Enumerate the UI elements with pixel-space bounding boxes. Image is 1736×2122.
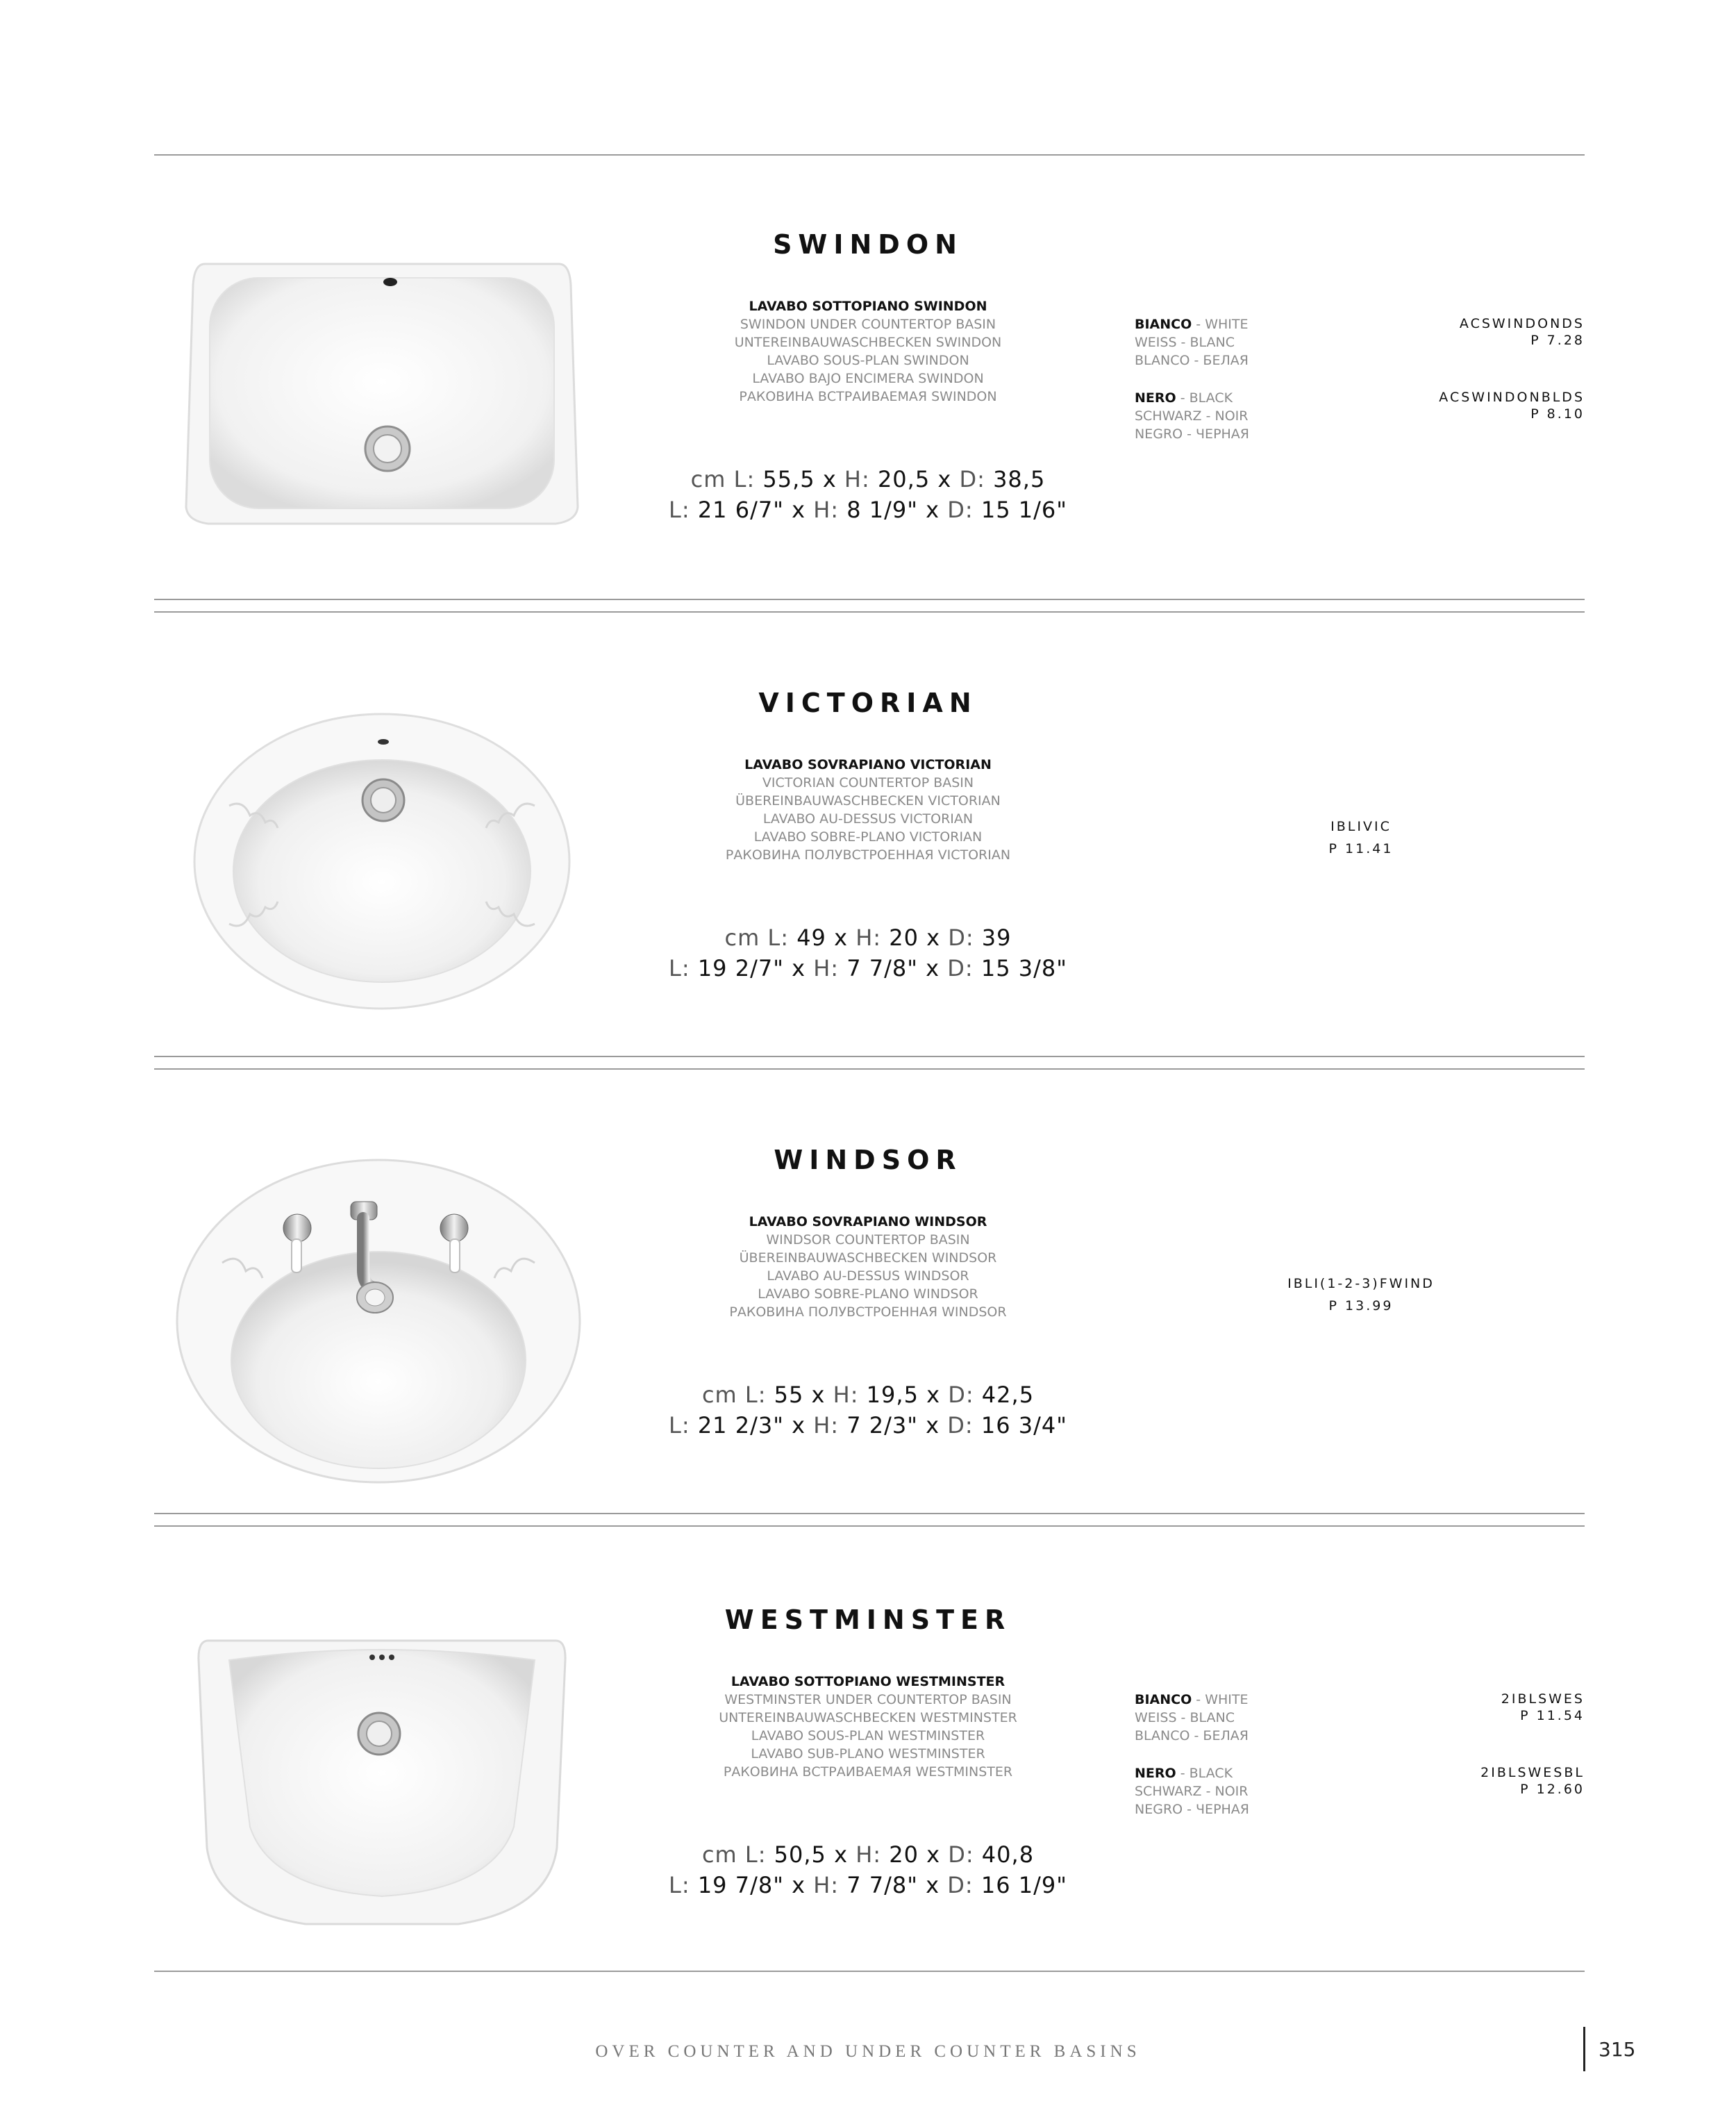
dim-value: 42,5 [981,1382,1035,1408]
dim-value: 40,8 [981,1841,1035,1868]
dim-value: 55,5 [762,466,815,492]
dim-sep: x [792,1872,806,1898]
product-swindon [0,229,1736,646]
product-price: P 11.41 [1328,841,1394,856]
color-name-de-fr: WEISS - BLANC [1135,335,1235,350]
color-name-es-ru: BLANCO - БЕЛАЯ [1135,353,1249,368]
dimensions-cm [625,922,1111,953]
product-code: ACSWINDONDS [1459,316,1585,331]
color-name-en: - BLACK [1176,1766,1233,1781]
dimensions [625,1839,1111,1900]
dimensions-cm [625,464,1111,495]
price-white [1335,1691,1585,1724]
dim-value: 19 2/7" [697,955,784,981]
dim-value: 20,5 [877,466,930,492]
description-line: РАКОВИНА ПОЛУВСТРОЕННАЯ VICTORIAN [725,847,1011,863]
dim-value: 49 [796,925,826,951]
dim-label: L: [744,1382,767,1408]
footer-section-title: OVER COUNTER AND UNDER COUNTER BASINS [595,2042,1141,2061]
dim-label: L: [669,955,690,981]
description-line: UNTEREINBAUWASCHBECKEN WESTMINSTER [719,1710,1017,1725]
dim-sep: x [792,497,806,523]
dim-label: D: [947,497,974,523]
dim-label: D: [947,1412,974,1439]
dimensions [625,922,1111,984]
color-name-de-fr: SCHWARZ - NOIR [1135,408,1249,424]
description-line: LAVABO SOUS-PLAN WESTMINSTER [751,1728,985,1743]
product-description [625,1673,1111,1781]
product-price: P 13.99 [1328,1298,1394,1313]
color-name: BIANCO [1135,317,1192,332]
dim-label: D: [947,1872,974,1898]
dimensions-in [625,1870,1111,1900]
dim-label: L: [669,1412,690,1439]
dim-value: 38,5 [993,466,1046,492]
product-code: IBLIVIC [1330,819,1392,834]
dim-sep: x [926,1382,941,1408]
dim-label: H: [856,1841,882,1868]
description-main: LAVABO SOTTOPIANO WESTMINSTER [731,1674,1005,1689]
product-title: VICTORIAN [758,688,978,718]
description-line: РАКОВИНА ВСТРАИВАЕМАЯ WESTMINSTER [723,1764,1013,1780]
description-line: ÜBEREINBAUWASCHBECKEN VICTORIAN [735,793,1001,809]
dim-label: L: [669,1872,690,1898]
dim-value: 19 7/8" [697,1872,784,1898]
color-name-de-fr: WEISS - BLANC [1135,1710,1235,1725]
dim-label: H: [813,1872,840,1898]
dim-value: 50,5 [774,1841,826,1868]
color-option-black [1135,389,1364,443]
dim-label: L: [744,1841,767,1868]
product-price: P 7.28 [1530,333,1585,348]
price-block [1222,1273,1500,1317]
color-name-de-fr: SCHWARZ - NOIR [1135,1784,1249,1799]
color-option-white [1135,1691,1364,1745]
dim-value: 15 3/8" [980,955,1067,981]
color-option-black [1135,1764,1364,1818]
dim-label: H: [813,955,840,981]
description-line: РАКОВИНА ВСТРАИВАЕМАЯ SWINDON [739,389,997,404]
dimensions-cm [625,1839,1111,1870]
description-main: LAVABO SOTTOPIANO SWINDON [749,299,987,314]
dimensions-in [625,495,1111,525]
product-price: P 8.10 [1530,406,1585,422]
color-name-es-ru: BLANCO - БЕЛАЯ [1135,1728,1249,1743]
price-block [1222,815,1500,860]
product-westminster [0,1605,1736,2021]
dim-value: 7 2/3" [846,1412,918,1439]
dim-sep: x [811,1382,826,1408]
footer-divider [1583,2027,1585,2071]
description-line: LAVABO AU-DESSUS VICTORIAN [762,811,974,827]
divider-top [154,154,1585,156]
description-line: WESTMINSTER UNDER COUNTERTOP BASIN [724,1692,1012,1707]
color-name: NERO [1135,1766,1176,1781]
color-name-es-ru: NEGRO - ЧЕРНАЯ [1135,426,1250,442]
product-code: ACSWINDONBLDS [1439,390,1585,405]
product-description [625,297,1111,406]
windsor-basin-image [167,1159,597,1492]
product-code: IBLI(1-2-3)FWIND [1287,1276,1435,1291]
product-price: P 11.54 [1520,1708,1585,1723]
dimensions-in [625,1410,1111,1441]
dimensions [625,464,1111,525]
dim-label: L: [669,497,690,523]
dimensions [625,1379,1111,1441]
dim-label: L: [767,925,790,951]
color-name-en: - WHITE [1192,1692,1249,1707]
description-line: SWINDON UNDER COUNTERTOP BASIN [740,317,996,332]
dim-unit: cm [724,925,760,951]
product-title: WINDSOR [774,1145,962,1175]
dim-value: 55 [774,1382,804,1408]
dim-value: 7 7/8" [846,1872,918,1898]
dim-label: D: [948,1841,974,1868]
description-line: LAVABO SUB-PLANO WESTMINSTER [751,1746,985,1762]
dim-sep: x [926,1841,941,1868]
dim-value: 21 6/7" [697,497,784,523]
dim-label: D: [947,955,974,981]
swindon-basin-image [167,243,597,577]
dim-label: D: [959,466,985,492]
color-name-en: - BLACK [1176,390,1233,406]
price-white [1335,315,1585,349]
description-line: UNTEREINBAUWASCHBECKEN SWINDON [734,335,1002,350]
dim-sep: x [822,466,837,492]
westminster-basin-image [167,1618,597,1952]
product-code: 2IBLSWES [1501,1691,1585,1707]
description-main: LAVABO SOVRAPIANO WINDSOR [749,1214,987,1229]
dim-value: 15 1/6" [980,497,1067,523]
dim-label: D: [948,925,974,951]
color-name: BIANCO [1135,1692,1192,1707]
product-title: SWINDON [773,229,963,260]
description-line: LAVABO SOUS-PLAN SWINDON [767,353,969,368]
product-description [625,756,1111,864]
product-title: WESTMINSTER [724,1605,1012,1635]
description-line: LAVABO SOBRE-PLANO WINDSOR [758,1286,978,1302]
dim-value: 21 2/3" [697,1412,784,1439]
dim-value: 20 [889,925,919,951]
description-line: ÜBEREINBAUWASCHBECKEN WINDSOR [739,1250,997,1266]
dim-unit: cm [701,1382,737,1408]
dim-value: 19,5 [866,1382,919,1408]
dim-value: 16 1/9" [980,1872,1067,1898]
dim-value: 8 1/9" [846,497,918,523]
dim-label: H: [813,1412,840,1439]
dim-label: H: [856,925,882,951]
dim-unit: cm [690,466,726,492]
dim-sep: x [926,1412,940,1439]
product-victorian [0,688,1736,1104]
dim-sep: x [926,925,941,951]
dim-sep: x [926,1872,940,1898]
dim-label: D: [948,1382,974,1408]
description-line: РАКОВИНА ПОЛУВСТРОЕННАЯ WINDSOR [729,1304,1007,1320]
product-price: P 12.60 [1520,1782,1585,1797]
dim-sep: x [926,497,940,523]
victorian-basin-image [167,702,597,1035]
dim-sep: x [926,955,940,981]
dimensions-in [625,953,1111,984]
color-name: NERO [1135,390,1176,406]
price-black [1335,1764,1585,1798]
description-line: VICTORIAN COUNTERTOP BASIN [762,775,974,790]
description-line: WINDSOR COUNTERTOP BASIN [766,1232,970,1247]
color-name-en: - WHITE [1192,317,1249,332]
product-code: 2IBLSWESBL [1480,1765,1585,1780]
dim-sep: x [834,925,849,951]
description-line: LAVABO SOBRE-PLANO VICTORIAN [753,829,983,845]
description-main: LAVABO SOVRAPIANO VICTORIAN [744,757,992,772]
dim-value: 7 7/8" [846,955,918,981]
dim-value: 20 [889,1841,919,1868]
price-black [1335,389,1585,422]
color-option-white [1135,315,1364,370]
dim-sep: x [792,955,806,981]
dim-unit: cm [701,1841,737,1868]
dim-label: H: [833,1382,859,1408]
description-line: LAVABO BAJO ENCIMERA SWINDON [752,371,984,386]
dimensions-cm [625,1379,1111,1410]
dim-sep: x [834,1841,849,1868]
dim-sep: x [792,1412,806,1439]
description-line: LAVABO AU-DESSUS WINDSOR [767,1268,969,1284]
product-windsor [0,1145,1736,1561]
dim-value: 39 [981,925,1012,951]
product-description [625,1213,1111,1321]
dim-label: L: [733,466,756,492]
dim-sep: x [937,466,952,492]
page-number: 315 [1599,2038,1636,2061]
dim-label: H: [844,466,870,492]
dim-value: 16 3/4" [980,1412,1067,1439]
color-name-es-ru: NEGRO - ЧЕРНАЯ [1135,1802,1250,1817]
dim-label: H: [813,497,840,523]
